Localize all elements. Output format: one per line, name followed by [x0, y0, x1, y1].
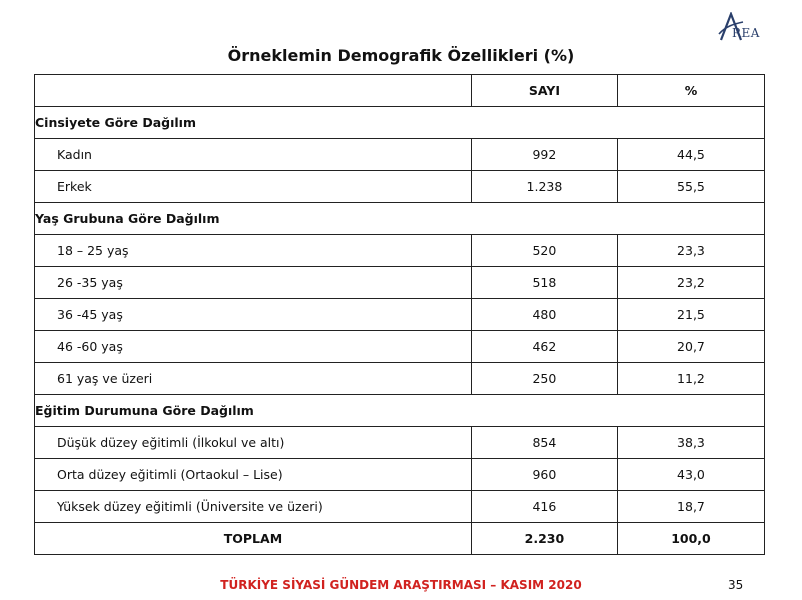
header-label-cell: [35, 75, 472, 107]
table-row: [35, 235, 765, 267]
total-percent: 100,0: [617, 523, 764, 555]
row-count: 960: [471, 459, 617, 491]
header-count-cell: SAYI: [471, 75, 617, 107]
table-row: [35, 427, 765, 459]
table-header-row: [35, 75, 765, 107]
row-count: 250: [471, 363, 617, 395]
row-count: 518: [471, 267, 617, 299]
row-label: 46 -60 yaş: [35, 331, 472, 363]
table-row: [35, 363, 765, 395]
section-title: Eğitim Durumuna Göre Dağılım: [35, 395, 765, 427]
logo-text: REA: [732, 26, 760, 40]
table-row: [35, 459, 765, 491]
row-label: Yüksek düzey eğitimli (Üniversite ve üzeri): [35, 491, 472, 523]
total-label: TOPLAM: [35, 523, 472, 555]
section-row-age: [35, 203, 765, 235]
row-percent: 11,2: [617, 363, 764, 395]
row-count: 520: [471, 235, 617, 267]
row-count: 480: [471, 299, 617, 331]
header-percent-cell: %: [617, 75, 764, 107]
row-percent: 23,3: [617, 235, 764, 267]
row-label: 61 yaş ve üzeri: [35, 363, 472, 395]
total-row: [35, 523, 765, 555]
row-count: 462: [471, 331, 617, 363]
table-row: [35, 267, 765, 299]
row-label: 18 – 25 yaş: [35, 235, 472, 267]
row-percent: 43,0: [617, 459, 764, 491]
row-label: Orta düzey eğitimli (Ortaokul – Lise): [35, 459, 472, 491]
row-count: 854: [471, 427, 617, 459]
row-label: 26 -35 yaş: [35, 267, 472, 299]
table-row: [35, 331, 765, 363]
table-row: [35, 171, 765, 203]
table-row: [35, 491, 765, 523]
row-percent: 38,3: [617, 427, 764, 459]
row-percent: 18,7: [617, 491, 764, 523]
section-row-gender: [35, 107, 765, 139]
table-row: [35, 139, 765, 171]
row-count: 1.238: [471, 171, 617, 203]
section-row-education: [35, 395, 765, 427]
row-count: 416: [471, 491, 617, 523]
table-row: [35, 299, 765, 331]
demographics-table: [34, 74, 765, 555]
row-percent: 55,5: [617, 171, 764, 203]
page-title: Örneklemin Demografik Özellikleri (%): [227, 46, 575, 65]
row-label: Kadın: [35, 139, 472, 171]
section-title: Cinsiyete Göre Dağılım: [35, 107, 765, 139]
section-title: Yaş Grubuna Göre Dağılım: [35, 203, 765, 235]
row-label: Düşük düzey eğitimli (İlkokul ve altı): [35, 427, 472, 459]
page-number: 35: [728, 578, 744, 592]
row-percent: 23,2: [617, 267, 764, 299]
row-percent: 21,5: [617, 299, 764, 331]
row-label: 36 -45 yaş: [35, 299, 472, 331]
row-count: 992: [471, 139, 617, 171]
footer-survey-title: TÜRKİYE SİYASİ GÜNDEM ARAŞTIRMASI – KASIM 2020: [220, 578, 582, 592]
row-percent: 20,7: [617, 331, 764, 363]
row-percent: 44,5: [617, 139, 764, 171]
total-count: 2.230: [471, 523, 617, 555]
area-logo: [718, 12, 782, 42]
row-label: Erkek: [35, 171, 472, 203]
